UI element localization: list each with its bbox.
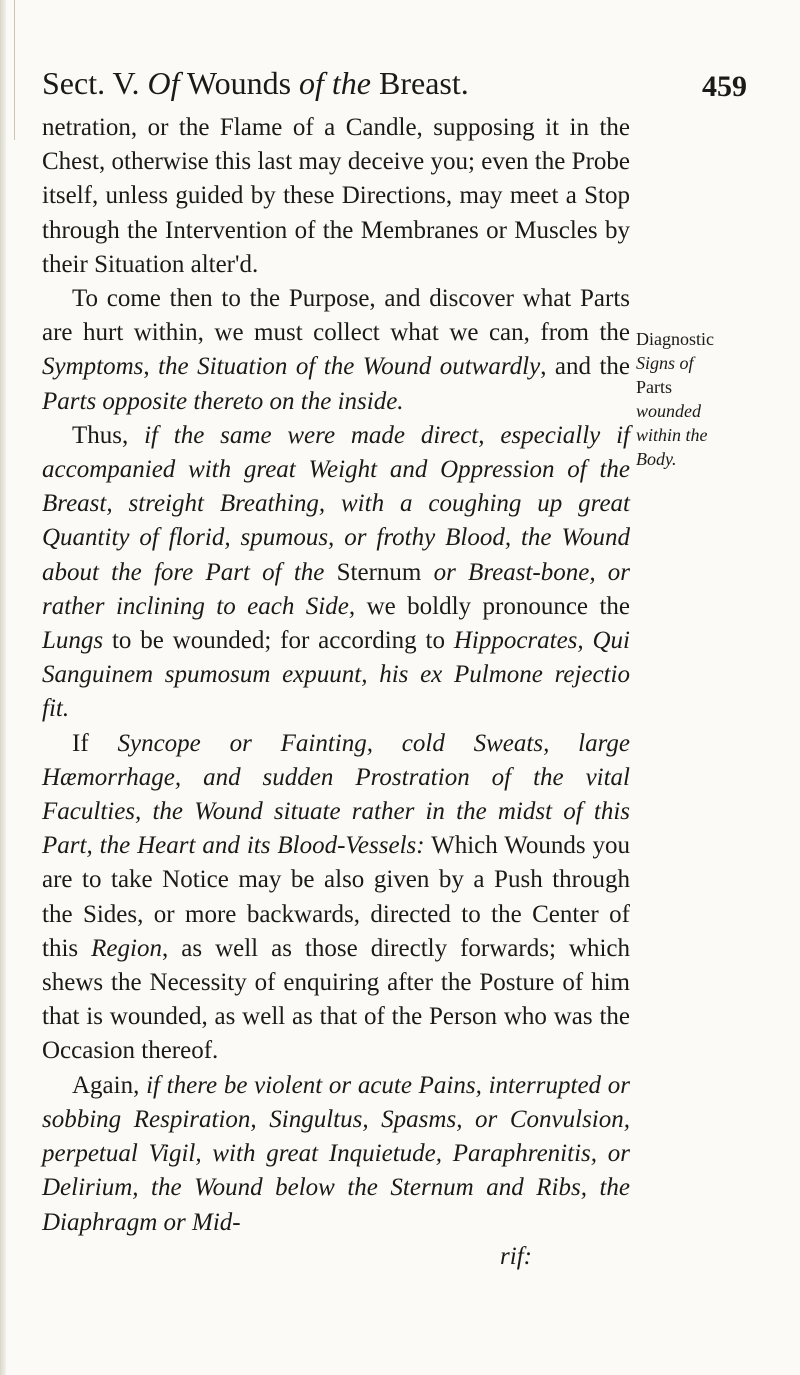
page-edge: [0, 0, 6, 1375]
marginal-line: Signs of: [636, 353, 694, 373]
running-head-title: [42, 60, 469, 106]
catchword: rif:: [500, 1242, 532, 1270]
marginal-line: Body.: [636, 449, 677, 469]
title-wounds: Wounds: [186, 65, 292, 101]
page-fold-line: [14, 0, 15, 140]
title-the: the: [331, 65, 371, 101]
marginal-line: Diagnostic: [636, 329, 714, 349]
marginal-note: [636, 327, 786, 471]
marginal-line: wounded: [636, 401, 701, 421]
marginal-line: Parts: [636, 377, 672, 397]
page-number: 459: [702, 70, 747, 103]
paragraph-diaphragm: Again, if there be violent or acute Pains, interrupted or sobbing Respiration, Singultus, Spasms, or Convulsion, perpetual Vigil, with great Inquietude, Paraphrenitis, or Delirium, the Wound below the Sternum and Ribs, the Diaphragm or Mid-: [42, 1071, 630, 1236]
paragraph-continued: netration, or the Flame of a Candle, supposing it in the Chest, otherwise this last may deceive you; even the Probe itself, unless guided by these Directions, may meet a Stop through the Intervention of the Membranes or Muscles by their Situation alter'd.: [42, 114, 630, 278]
title-of-2: of: [299, 65, 324, 101]
paragraph-lungs: Thus, if the same were made direct, especially if accompanied with great Weight and Oppression of the Breast, streight Breathing, with a coughing up great Quantity of florid, spumous, or frothy Blood, the Wound about the fore Part of the Sternum or Breast-bone, or rather inclining to each Side, we boldly pronounce the Lungs to be wounded; for according to Hippocrates, Qui Sanguinem spumosum expuunt, his ex Pulmone rejectio fit.: [42, 421, 631, 723]
body-text: [42, 111, 630, 1274]
paragraph-purpose: To come then to the Purpose, and discover what Parts are hurt within, we must collect what we can, from the Symptoms, the Situation of the Wound outwardly, and the Parts opposite thereto on the inside.: [42, 285, 631, 415]
title-of: Of: [147, 65, 180, 101]
title-breast: Breast.: [379, 65, 469, 101]
section-label: Sect. V.: [42, 65, 140, 101]
paragraph-heart: If Syncope or Fainting, cold Sweats, large Hæmorrhage, and sudden Prostration of the vital Faculties, the Wound situate rather in the midst of this Part, the Heart and its Blood-Vessels: Which Wounds you are to take Notice may be also given by a Push through the Sides, or more backwards, directed to the Center of this Region, as well as those directly forwards; which shews the Necessity of enquiring after the Posture of him that is wounded, as well as that of the Person who was the Occasion thereof.: [42, 729, 631, 1065]
running-header: [42, 60, 747, 106]
marginal-line: within the: [636, 425, 708, 445]
